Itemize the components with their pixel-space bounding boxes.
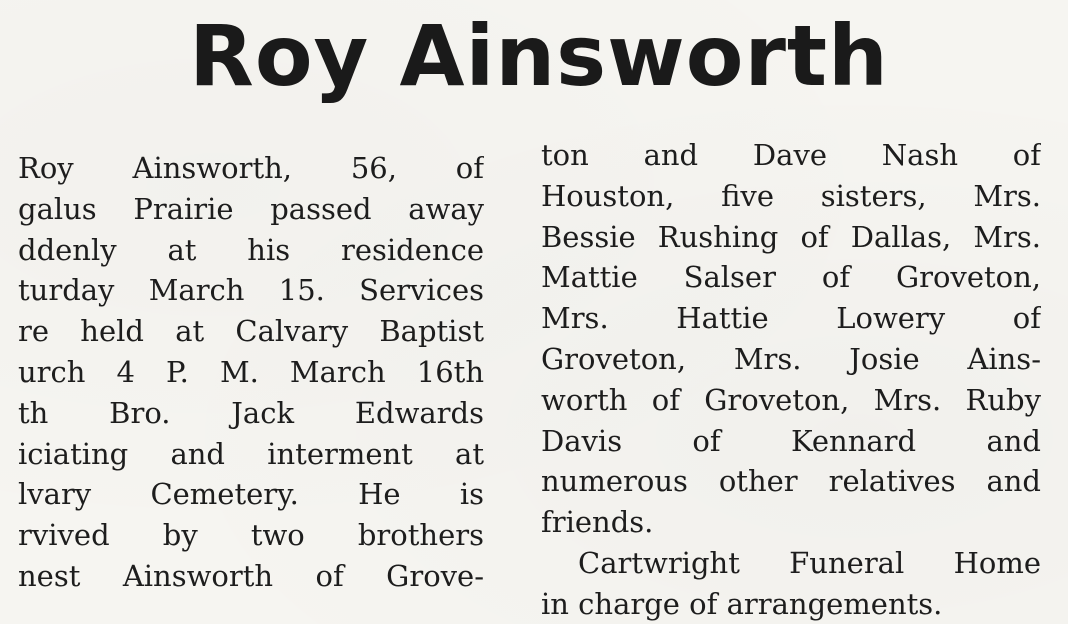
obituary-headline: Roy Ainsworth [189,7,889,105]
text-line: nest Ainsworth of Grove- [18,558,484,593]
text-line: lvary Cemetery. He is [18,477,484,512]
text-line: urch 4 P. M. March 16th [18,354,484,389]
obituary-column-right [541,135,1041,624]
text-line: Davis of Kennard and [541,423,1041,458]
text-line: friends. [541,505,654,540]
text-line: turday March 15. Services [18,273,484,308]
text-line: ton and Dave Nash of [541,138,1041,172]
text-line: galus Prairie passed away [18,191,484,226]
text-line: Groveton, Mrs. Josie Ains- [541,341,1041,376]
text-line: Cartwright Funeral Home [578,545,1041,580]
text-line: Bessie Rushing of Dallas, Mrs. [541,219,1041,254]
text-line: Roy Ainsworth, 56, of [18,151,484,185]
text-line: Mrs. Hattie Lowery of [541,301,1041,336]
text-line: rvived by two brothers [18,518,484,553]
text-line: in charge of arrangements. [541,586,943,621]
obituary-column-left [18,148,484,597]
text-line: ddenly at his residence [18,232,484,267]
text-line: iciating and interment at [18,436,484,471]
text-line: re held at Calvary Baptist [18,314,484,349]
text-line: worth of Groveton, Mrs. Ruby [541,382,1041,417]
text-line: th Bro. Jack Edwards [18,395,484,430]
text-line: Houston, five sisters, Mrs. [541,178,1041,213]
text-line: Mattie Salser of Groveton, [541,260,1041,295]
text-line: numerous other relatives and [541,464,1041,499]
